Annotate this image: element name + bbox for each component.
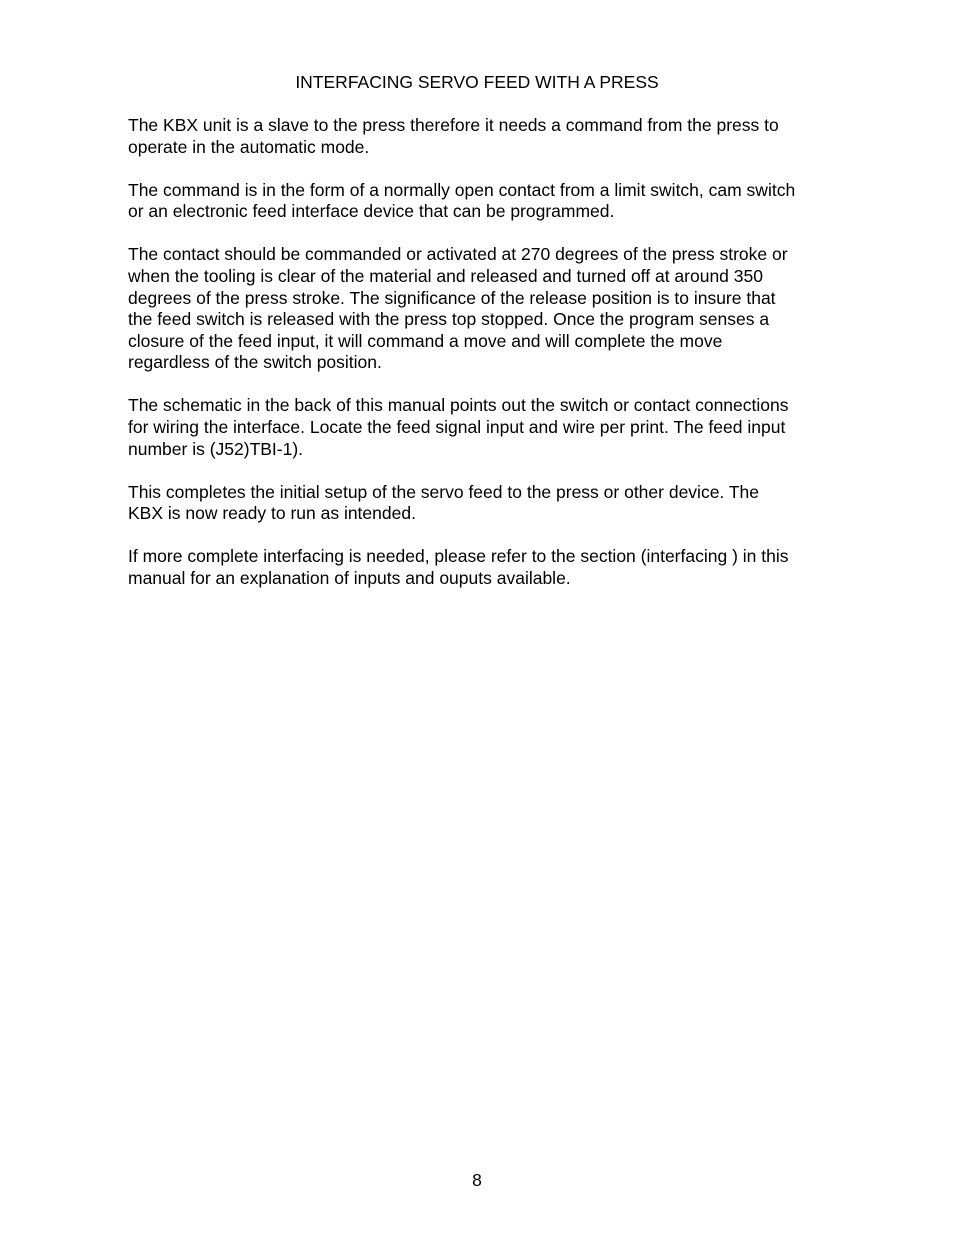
document-body	[128, 115, 868, 611]
paragraph-contact-form: The command is in the form of a normally open contact from a limit switch, cam switch or an electronic feed interface device that can be programmed.	[128, 179, 796, 222]
page-title: INTERFACING SERVO FEED WITH A PRESS	[295, 72, 659, 92]
paragraph-schematic-wiring: The schematic in the back of this manual points out the switch or contact connections for wiring the interface. Locate the feed signal input and wire per print. The feed input number is (J52)TBI-1).	[128, 395, 789, 459]
paragraph-setup-complete: This completes the initial setup of the servo feed to the press or other device. The KBX is now ready to run as intended.	[128, 481, 759, 524]
paragraph-contact-timing: The contact should be commanded or activated at 270 degrees of the press stroke or when the tooling is clear of the material and released and turned off at around 350 degrees of the press stroke. The significance of the release position is to insure that the feed switch is released with the press top stopped. Once the program senses a closure of the feed input, it will command a move and will complete the move regardless of the switch position.	[128, 244, 788, 373]
paragraph-slave-command: The KBX unit is a slave to the press therefore it needs a command from the press to operate in the automatic mode.	[128, 115, 779, 157]
page-number: 8	[472, 1170, 482, 1190]
paragraph-further-interfacing: If more complete interfacing is needed, please refer to the section (interfacing ) in this manual for an explanation of inputs and ouputs available.	[128, 546, 789, 588]
